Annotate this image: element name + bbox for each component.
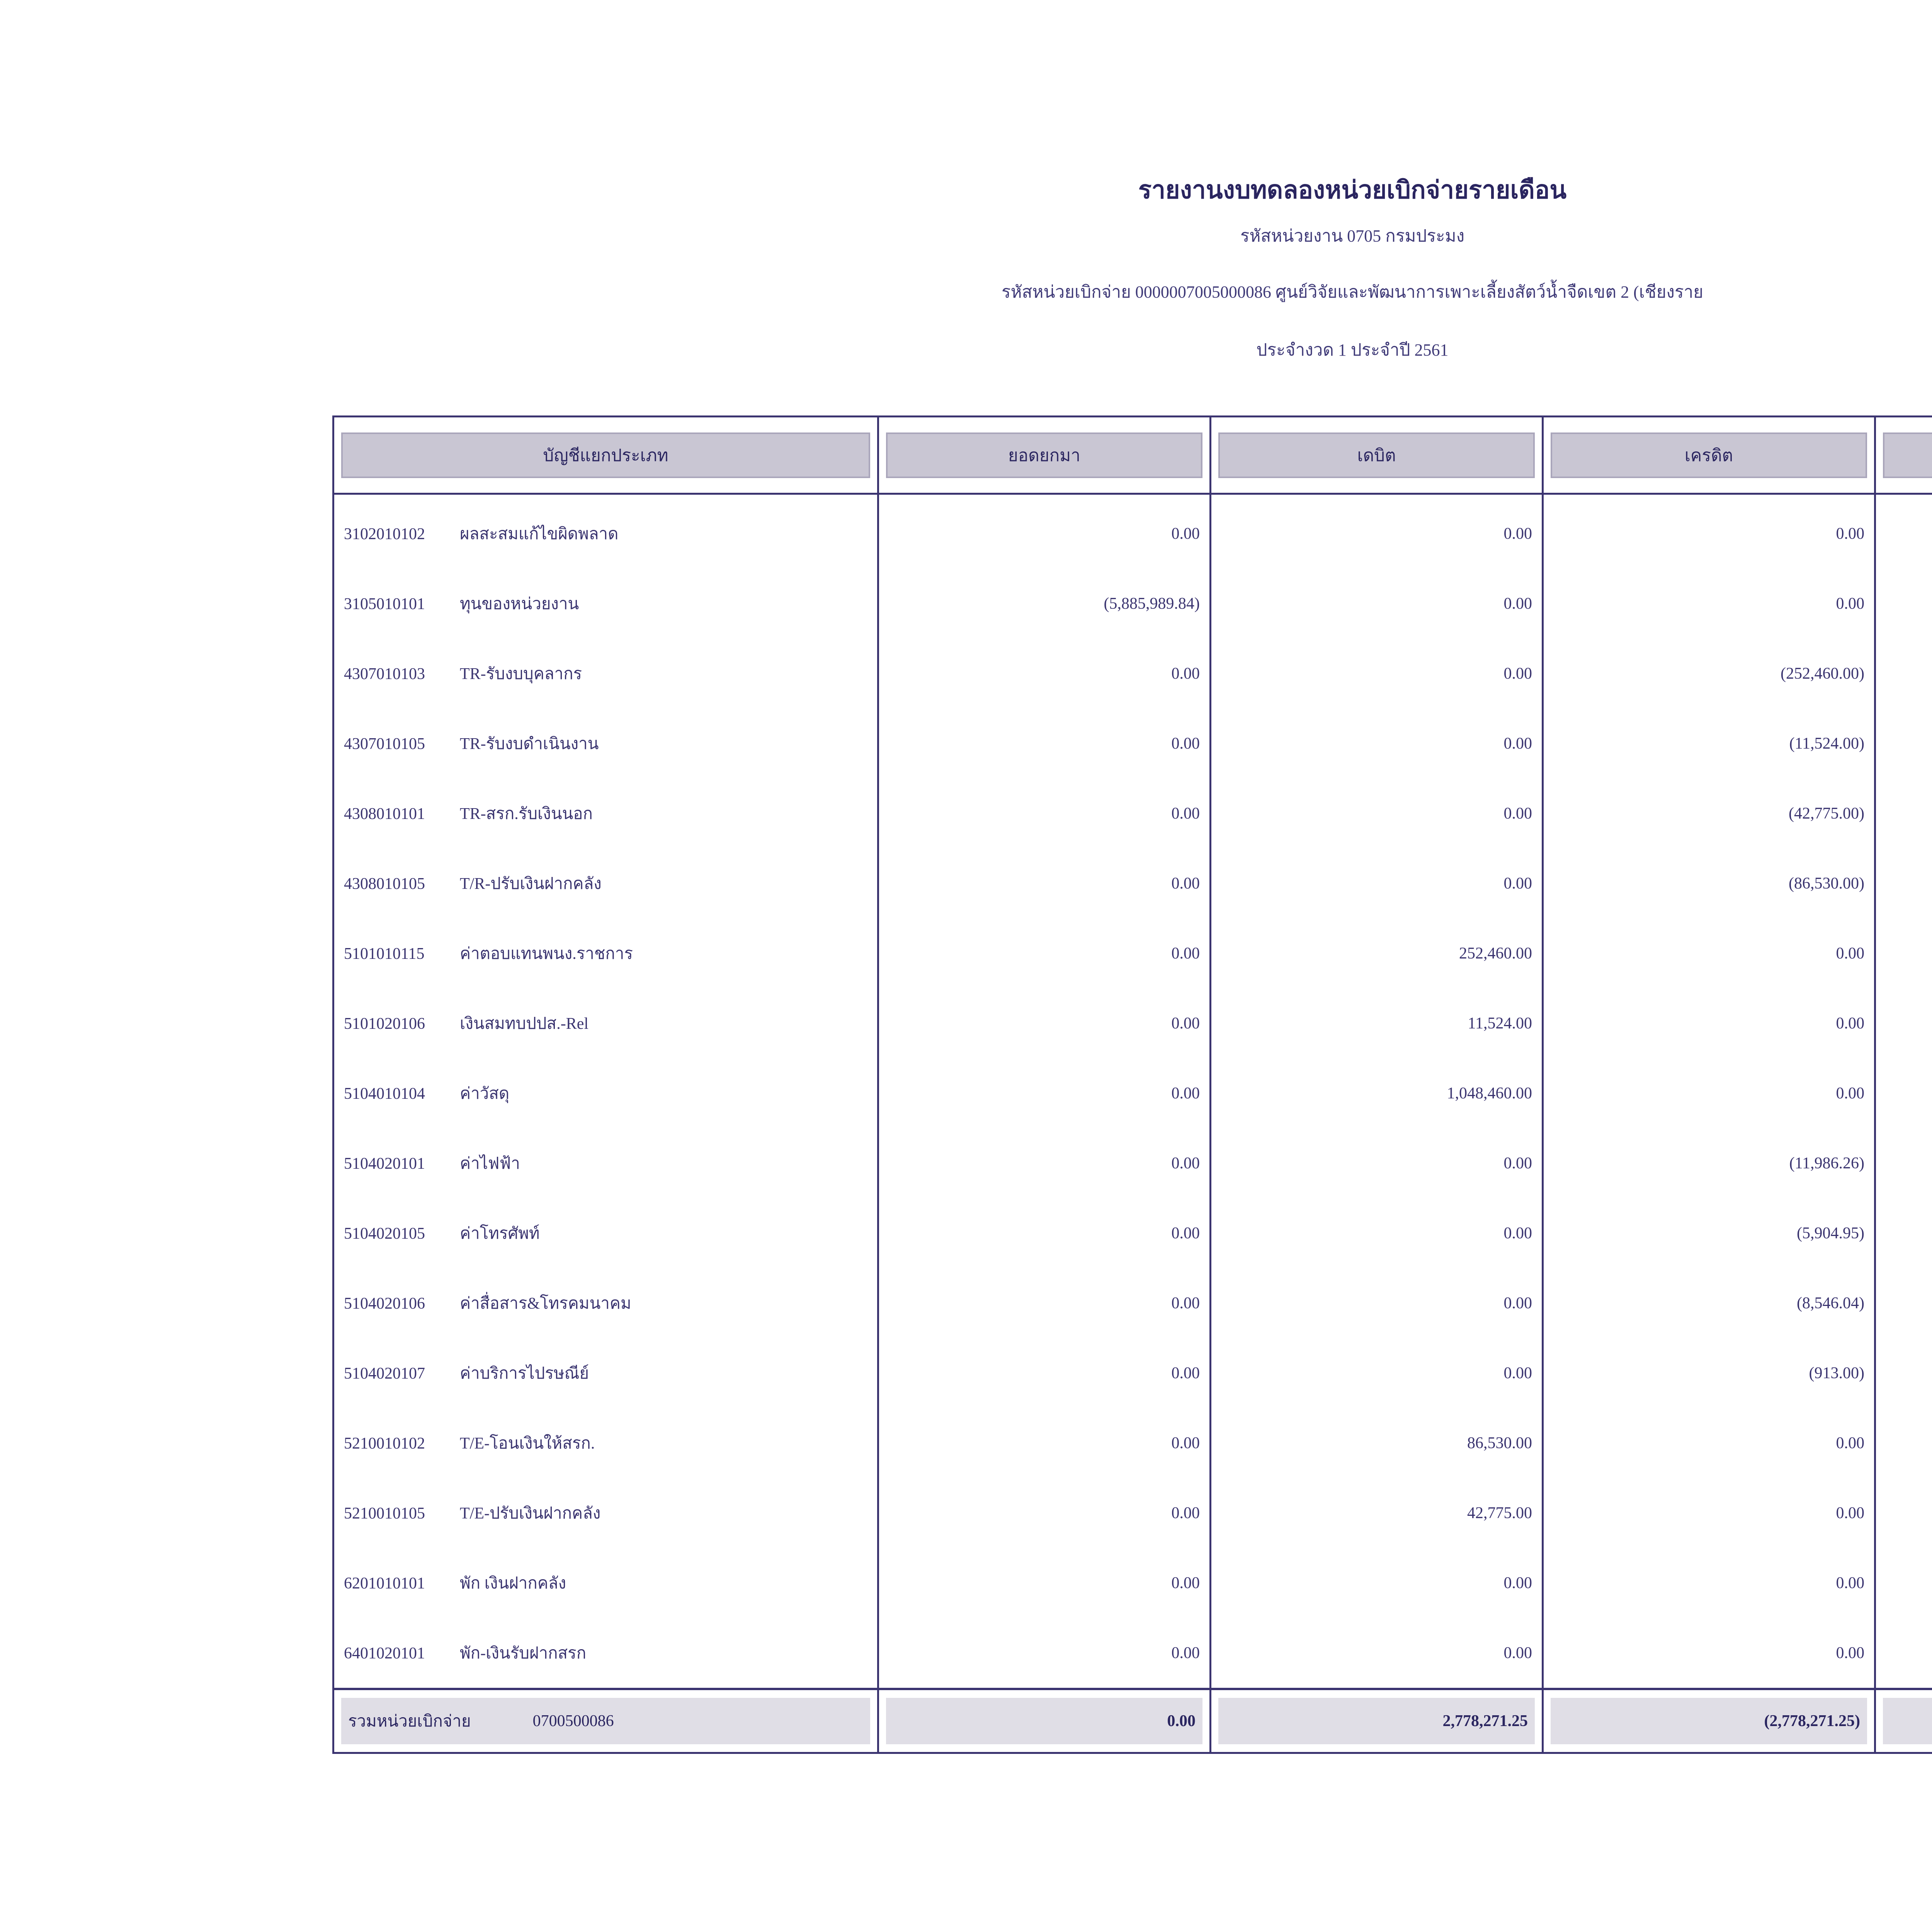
account-name: T/E-โอนเงินให้สรก. [460,1434,595,1452]
credit-cell: 0.00 [1543,1478,1875,1548]
credit-cell: 0.00 [1543,1618,1875,1689]
carried-forward-cell [1875,778,1932,848]
table-row [333,778,1932,848]
account-name: TR-รับงบบุคลากร [460,665,582,683]
table-row [333,708,1932,778]
debit-cell: 0.00 [1211,638,1543,708]
credit-cell: (86,530.00) [1543,848,1875,918]
debit-cell: 11,524.00 [1211,988,1543,1058]
brought-forward-cell: 0.00 [878,1408,1211,1478]
account-cell [333,638,878,708]
carried-forward-cell [1875,1618,1932,1689]
debit-cell: 0.00 [1211,1548,1543,1618]
account-cell [333,1198,878,1268]
table-row [333,1408,1932,1478]
account-cell [333,1128,878,1198]
carried-forward-cell [1875,1198,1932,1268]
account-cell [333,569,878,638]
total-brought-forward: 0.00 [878,1689,1211,1753]
total-credit: (2,778,271.25) [1543,1689,1875,1753]
credit-cell: 0.00 [1543,1548,1875,1618]
debit-cell: 0.00 [1211,1268,1543,1338]
account-name: T/E-ปรับเงินฝากคลัง [460,1504,601,1522]
credit-cell: 0.00 [1543,918,1875,988]
carried-forward-cell [1875,638,1932,708]
debit-cell: 0.00 [1211,1128,1543,1198]
debit-cell: 0.00 [1211,778,1543,848]
account-name: ค่าบริการไปรษณีย์ [460,1364,589,1382]
table-row [333,1128,1932,1198]
brought-forward-cell: 0.00 [878,778,1211,848]
brought-forward-cell: 0.00 [878,918,1211,988]
account-cell [333,918,878,988]
account-name: ค่าโทรศัพท์ [460,1224,540,1243]
table-row [333,1198,1932,1268]
column-header-account: บัญชีแยกประเภท [333,417,878,494]
table-row [333,848,1932,918]
carried-forward-cell [1875,1128,1932,1198]
total-carried-forward [1875,1689,1932,1753]
debit-cell: 0.00 [1211,494,1543,569]
brought-forward-cell: 0.00 [878,1268,1211,1338]
disbursing-unit-line: รหัสหน่วยเบิกจ่าย 0000007005000086 ศูนย์วิจัยและพัฒนาการเพาะเลี้ยงสัตว์น้ำจืดเขต 2 (เชียงราย [1001,283,1704,301]
debit-cell: 86,530.00 [1211,1408,1543,1478]
carried-forward-cell [1875,1548,1932,1618]
account-code: 4307010105 [344,735,425,753]
account-code: 4308010105 [344,875,425,893]
debit-cell: 252,460.00 [1211,918,1543,988]
account-cell [333,848,878,918]
account-code: 6201010101 [344,1574,425,1592]
credit-cell: (11,524.00) [1543,708,1875,778]
account-name: พัก-เงินรับฝากสรก [460,1644,587,1662]
credit-cell: (8,546.04) [1543,1268,1875,1338]
total-row [333,1689,1932,1753]
debit-cell: 0.00 [1211,1338,1543,1408]
brought-forward-cell: 0.00 [878,1058,1211,1128]
agency-line: รหัสหน่วยงาน 0705 กรมประมง [1240,226,1465,245]
account-code: 5104010104 [344,1084,425,1103]
table-row [333,918,1932,988]
table-row [333,988,1932,1058]
credit-cell: (42,775.00) [1543,778,1875,848]
debit-cell: 0.00 [1211,708,1543,778]
debit-cell: 0.00 [1211,1618,1543,1689]
credit-cell: 0.00 [1543,988,1875,1058]
brought-forward-cell: 0.00 [878,1618,1211,1689]
account-code: 4307010103 [344,665,425,683]
table-header-row [333,417,1932,494]
brought-forward-cell: 0.00 [878,708,1211,778]
account-code: 5104020105 [344,1224,425,1243]
table-row [333,1338,1932,1408]
account-name: TR-สรก.รับเงินนอก [460,805,593,823]
carried-forward-cell [1875,708,1932,778]
account-cell [333,1408,878,1478]
brought-forward-cell: 0.00 [878,1548,1211,1618]
account-code: 5104020106 [344,1294,425,1313]
account-name: ค่าไฟฟ้า [460,1154,520,1173]
carried-forward-cell [1875,1408,1932,1478]
table-row [333,494,1932,569]
brought-forward-cell: 0.00 [878,1338,1211,1408]
table-body [333,494,1932,1689]
carried-forward-cell [1875,918,1932,988]
carried-forward-cell [1875,1478,1932,1548]
account-code: 4308010101 [344,805,425,823]
credit-cell: 0.00 [1543,1408,1875,1478]
report-header [0,0,1932,386]
total-label-cell [333,1689,878,1753]
carried-forward-cell [1875,1338,1932,1408]
account-name: ค่าตอบแทนพนง.ราชการ [460,945,633,963]
total-unit-code: 0700500086 [532,1712,614,1730]
account-cell [333,1268,878,1338]
brought-forward-cell: 0.00 [878,848,1211,918]
account-cell [333,1338,878,1408]
table-row [333,1618,1932,1689]
column-header-brought-forward: ยอดยกมา [878,417,1211,494]
account-cell [333,1548,878,1618]
account-code: 6401020101 [344,1644,425,1662]
carried-forward-cell [1875,848,1932,918]
credit-cell: (11,986.26) [1543,1128,1875,1198]
credit-cell: 0.00 [1543,569,1875,638]
column-header-debit: เดบิต [1211,417,1543,494]
account-cell [333,1618,878,1689]
credit-cell: (252,460.00) [1543,638,1875,708]
credit-cell: (913.00) [1543,1338,1875,1408]
brought-forward-cell: 0.00 [878,494,1211,569]
debit-cell: 0.00 [1211,569,1543,638]
account-cell [333,1058,878,1128]
table-row [333,1548,1932,1618]
account-code: 5210010102 [344,1434,425,1452]
credit-cell: (5,904.95) [1543,1198,1875,1268]
table-row [333,1478,1932,1548]
brought-forward-cell: 0.00 [878,1198,1211,1268]
account-name: ทุนของหน่วยงาน [460,595,579,613]
credit-cell: 0.00 [1543,494,1875,569]
account-code: 5104020107 [344,1364,425,1382]
debit-cell: 42,775.00 [1211,1478,1543,1548]
table-row [333,1058,1932,1128]
account-name: ค่าสื่อสาร&โทรคมนาคม [460,1294,631,1313]
credit-cell: 0.00 [1543,1058,1875,1128]
carried-forward-cell [1875,1268,1932,1338]
account-code: 5210010105 [344,1504,425,1522]
trial-balance-table [332,415,1932,1754]
carried-forward-cell [1875,569,1932,638]
period-line: ประจำงวด 1 ประจำปี 2561 [1256,340,1449,359]
total-label: รวมหน่วยเบิกจ่าย [348,1713,471,1730]
total-debit: 2,778,271.25 [1211,1689,1543,1753]
account-name: ค่าวัสดุ [460,1084,510,1103]
account-code: 3102010102 [344,525,425,543]
account-cell [333,778,878,848]
carried-forward-cell [1875,988,1932,1058]
report-title: รายงานงบทดลองหน่วยเบิกจ่ายรายเดือน [1138,176,1567,204]
account-name: T/R-ปรับเงินฝากคลัง [460,875,602,893]
account-cell [333,494,878,569]
debit-cell: 0.00 [1211,1198,1543,1268]
table-row [333,1268,1932,1338]
carried-forward-cell [1875,1058,1932,1128]
account-cell [333,1478,878,1548]
account-code: 5101010115 [344,945,425,963]
table-row [333,569,1932,638]
column-header-credit: เครดิต [1543,417,1875,494]
account-name: พัก เงินฝากคลัง [460,1574,566,1592]
brought-forward-cell: 0.00 [878,988,1211,1058]
column-header-carried-forward [1875,417,1932,494]
account-cell [333,708,878,778]
account-code: 5104020101 [344,1154,425,1173]
account-name: เงินสมทบปปส.-Rel [460,1015,589,1033]
brought-forward-cell: 0.00 [878,1128,1211,1198]
account-name: ผลสะสมแก้ไขผิดพลาด [460,525,619,543]
debit-cell: 1,048,460.00 [1211,1058,1543,1128]
brought-forward-cell: 0.00 [878,638,1211,708]
table-row [333,638,1932,708]
account-code: 3105010101 [344,595,425,613]
debit-cell: 0.00 [1211,848,1543,918]
brought-forward-cell: (5,885,989.84) [878,569,1211,638]
account-name: TR-รับงบดำเนินงาน [460,735,599,753]
brought-forward-cell: 0.00 [878,1478,1211,1548]
carried-forward-cell [1875,494,1932,569]
account-code: 5101020106 [344,1015,425,1033]
account-cell [333,988,878,1058]
